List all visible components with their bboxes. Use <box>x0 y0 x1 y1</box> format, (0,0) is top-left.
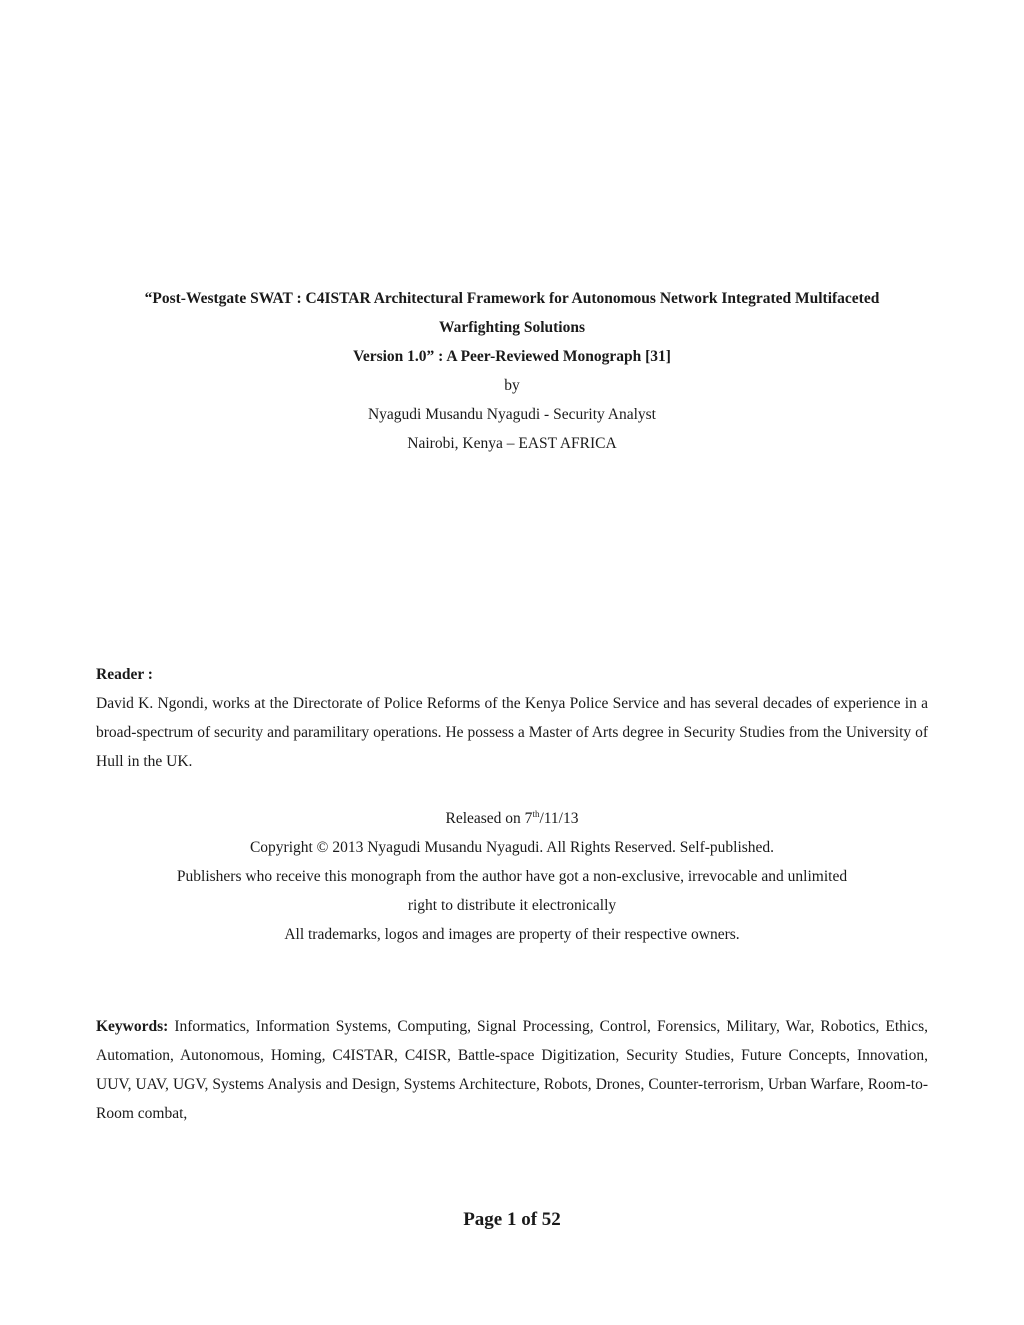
release-section <box>96 804 928 949</box>
keywords-label: Keywords: <box>96 1018 169 1035</box>
by-line: by <box>504 377 520 394</box>
release-date-suffix: /11/13 <box>539 810 579 827</box>
keywords-text: Informatics, Information Systems, Computing, Signal Processing, Control, Forensics, Military, War, Robotics, Ethics, Automation, Autonomous, Homing, C4ISTAR, C4ISR, Battle-space Digitization, Security Studies, Future Concepts, Innovation, UUV, UAV, UGV, Systems Analysis and Design, Systems Architecture, Robots, Drones, Counter-terrorism, Urban Warfare, Room-to-Room combat, <box>96 1018 928 1122</box>
keywords-section <box>96 1012 928 1128</box>
title-block <box>96 284 928 458</box>
title-line-1: “Post-Westgate SWAT : C4ISTAR Architectural Framework for Autonomous Network Integrated Multifaceted <box>144 290 880 307</box>
publishers-line-2: right to distribute it electronically <box>407 897 617 914</box>
location-line: Nairobi, Kenya – EAST AFRICA <box>407 435 617 452</box>
reader-paragraph: David K. Ngondi, works at the Directorate of Police Reforms of the Kenya Police Service and has several decades of experience in a broad-spectrum of security and paramilitary operations. He possess a Master of Arts degree in Security Studies from the University of Hull in the UK. <box>96 695 928 770</box>
publishers-line-1: Publishers who receive this monograph from the author have got a non-exclusive, irrevocable and unlimited <box>176 868 848 885</box>
title-line-3: Version 1.0” : A Peer-Reviewed Monograph [31] <box>353 348 671 365</box>
author-line: Nyagudi Musandu Nyagudi - Security Analyst <box>367 406 656 423</box>
reader-section <box>96 660 928 776</box>
release-date-prefix: Released on 7 <box>445 810 533 827</box>
copyright-line: Copyright © 2013 Nyagudi Musandu Nyagudi. All Rights Reserved. Self-published. <box>249 839 775 856</box>
trademarks-line: All trademarks, logos and images are property of their respective owners. <box>284 926 740 943</box>
page-number: Page 1 of 52 <box>463 1209 561 1230</box>
release-date-suffix-sup: th <box>532 808 540 819</box>
reader-heading: Reader : <box>96 666 153 683</box>
release-date <box>96 804 928 833</box>
title-line-2: Warfighting Solutions <box>439 319 585 336</box>
